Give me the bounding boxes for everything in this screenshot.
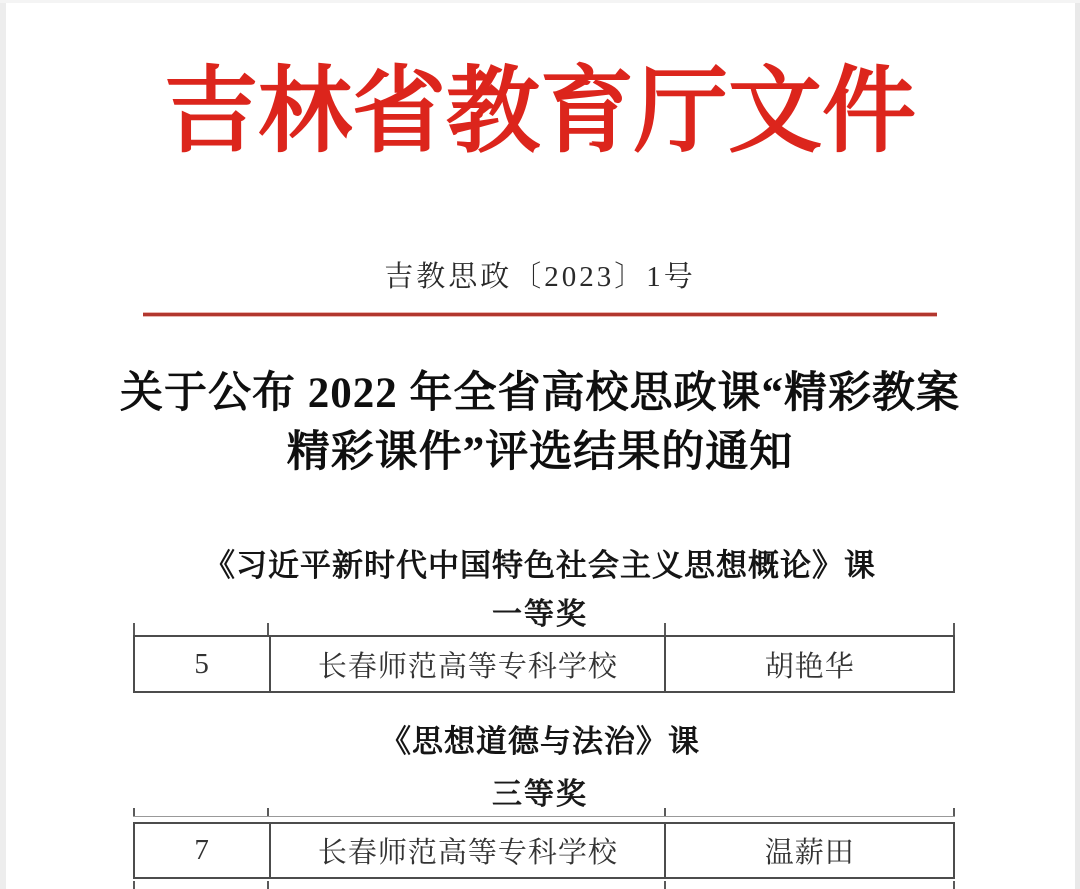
table-fragment-line [267,881,269,889]
cell-teacher: 胡艳华 [664,637,953,691]
red-separator-rule [143,313,937,316]
course-heading-1: 《习近平新时代中国特色社会主义思想概论》课 [204,548,876,583]
cell-teacher: 温薪田 [664,824,953,877]
document-number: 吉教思政〔2023〕1号 [384,261,696,293]
award-table-1 [133,635,955,693]
table-fragment-line [664,623,666,635]
cell-school: 长春师范高等专科学校 [269,824,664,877]
agency-letterhead: 吉林省教育厅文件 [163,60,916,164]
notice-title-line1: 关于公布 2022 年全省高校思政课“精彩教案 [120,370,960,417]
table-fragment-line [953,881,955,889]
course-heading-2: 《思想道德与法治》课 [380,724,700,759]
cell-number: 5 [194,647,210,680]
table-fragment-rule [133,816,955,817]
table-fragment-line [133,623,135,635]
notice-title [0,364,1080,482]
page-top-edge [0,0,1080,3]
notice-title-line2: 精彩课件”评选结果的通知 [286,429,794,476]
table-fragment-line [133,881,135,889]
table-fragment-line [953,623,955,635]
table-fragment-line [664,881,666,889]
award-heading-1: 一等奖 [492,598,588,631]
table-fragment-line [267,623,269,635]
cell-school: 长春师范高等专科学校 [269,637,664,691]
award-table-2 [133,822,955,879]
award-heading-2: 三等奖 [492,778,588,811]
cell-number: 7 [194,834,210,866]
